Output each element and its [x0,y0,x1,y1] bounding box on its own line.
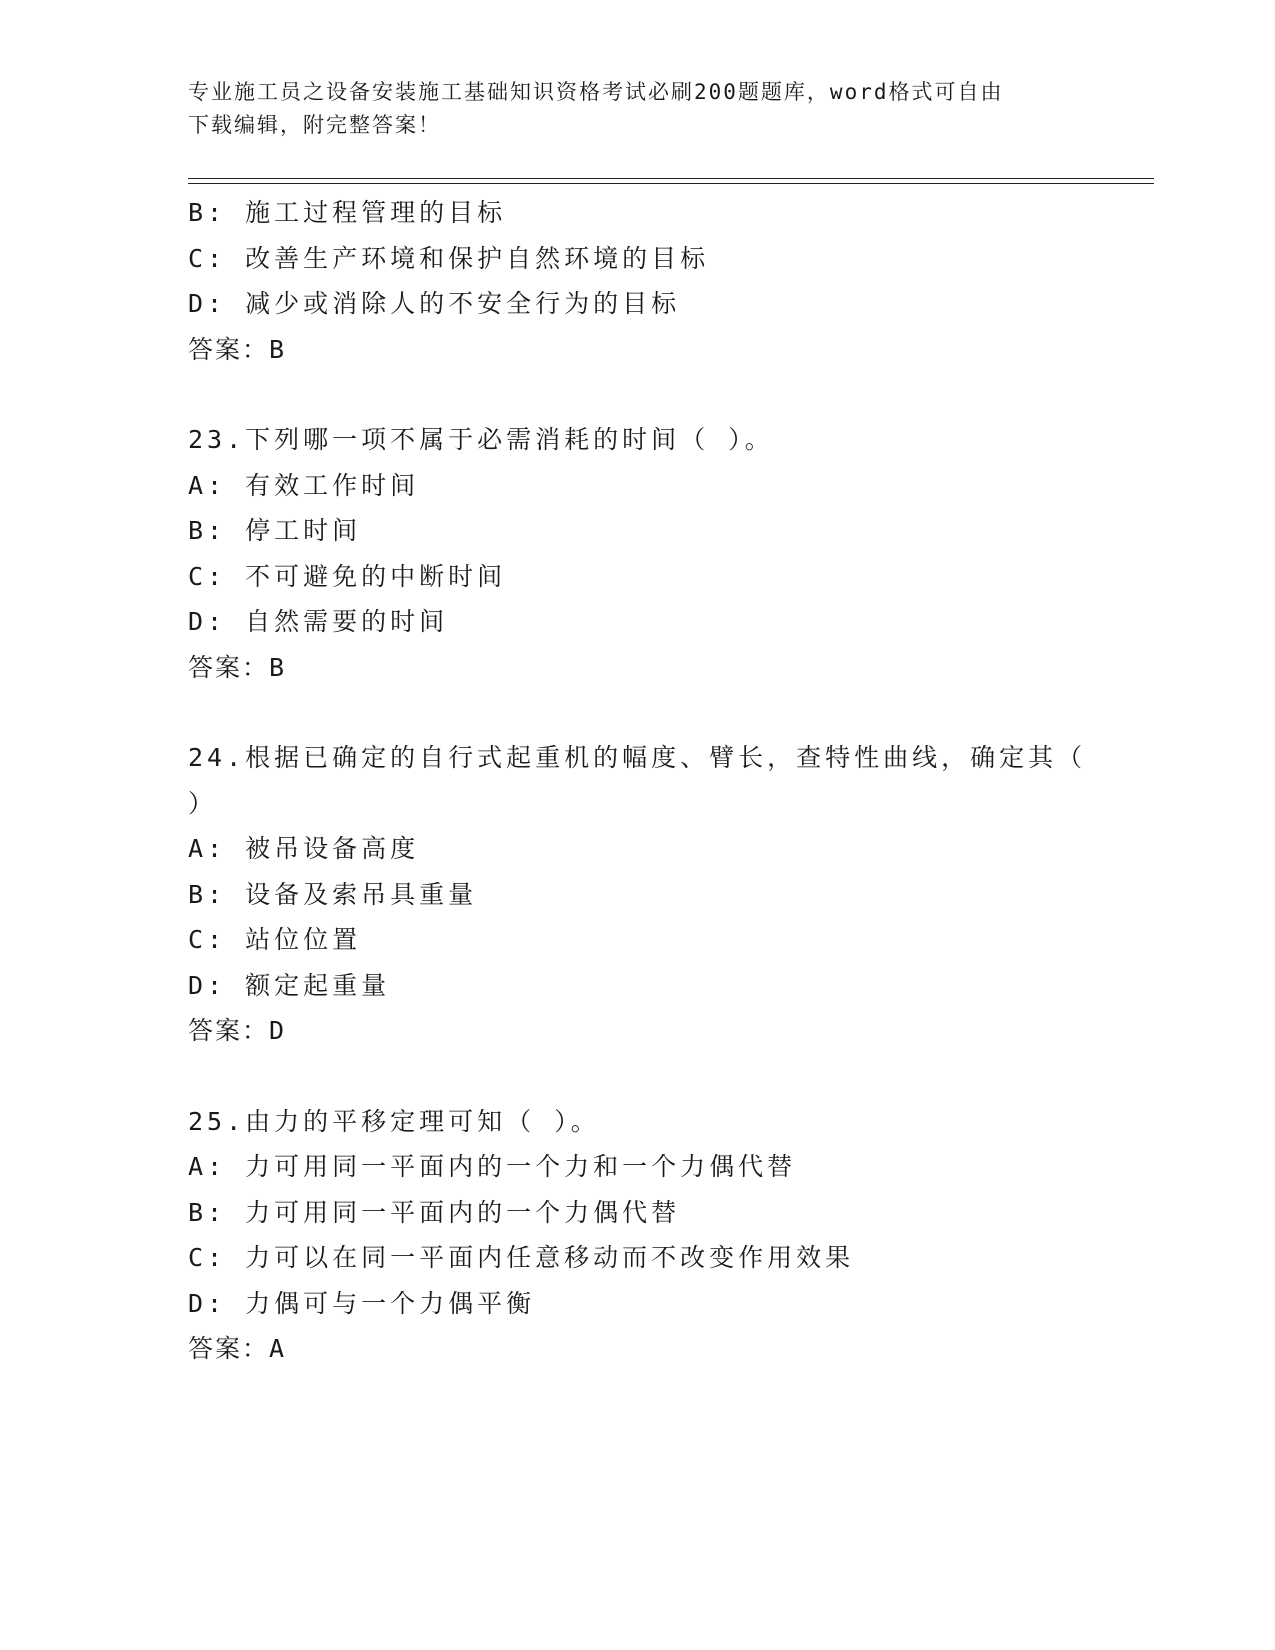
option-c: C: 改善生产环境和保护自然环境的目标 [188,243,710,273]
header-line-2: 下载编辑，附完整答案！ [188,113,441,137]
answer: 答案：B [188,652,287,682]
question-23 [188,417,1088,690]
header-rule [188,178,1154,179]
question-stem: 23.下列哪一项不属于必需消耗的时间（ ）。 [188,425,774,454]
option-c: C: 不可避免的中断时间 [188,561,507,591]
document-body [188,190,1088,1372]
option-b: B: 设备及索吊具重量 [188,879,478,909]
option-d: D: 力偶可与一个力偶平衡 [188,1288,536,1318]
question-25 [188,1099,1088,1372]
option-d: D: 减少或消除人的不安全行为的目标 [188,289,681,318]
header-line-1: 专业施工员之设备安装施工基础知识资格考试必刷200题题库，word格式可自由 [188,80,1004,104]
option-b: B: 停工时间 [188,516,362,545]
answer: 答案：D [188,1016,287,1045]
question-stem-line-1: 24.根据已确定的自行式起重机的幅度、臂长，查特性曲线，确定其（ [188,743,1087,772]
question-24 [188,735,1088,1054]
option-c: C: 站位位置 [188,925,362,954]
question-22-tail [188,190,1088,372]
page-header [188,76,1088,142]
option-a: A: 被吊设备高度 [188,834,420,863]
option-d: D: 额定起重量 [188,970,391,1000]
option-c: C: 力可以在同一平面内任意移动而不改变作用效果 [188,1243,855,1272]
question-stem: 25.由力的平移定理可知（ ）。 [188,1106,600,1136]
option-b: B: 力可用同一平面内的一个力偶代替 [188,1197,681,1227]
option-d: D: 自然需要的时间 [188,607,449,636]
question-stem-line-2: ） [188,788,218,818]
answer: 答案：A [188,1334,287,1363]
header-rule-double [188,183,1154,184]
option-b: B: 施工过程管理的目标 [188,198,507,227]
option-a: A: 力可用同一平面内的一个力和一个力偶代替 [188,1152,797,1181]
answer: 答案：B [188,334,287,364]
option-a: A: 有效工作时间 [188,470,420,500]
